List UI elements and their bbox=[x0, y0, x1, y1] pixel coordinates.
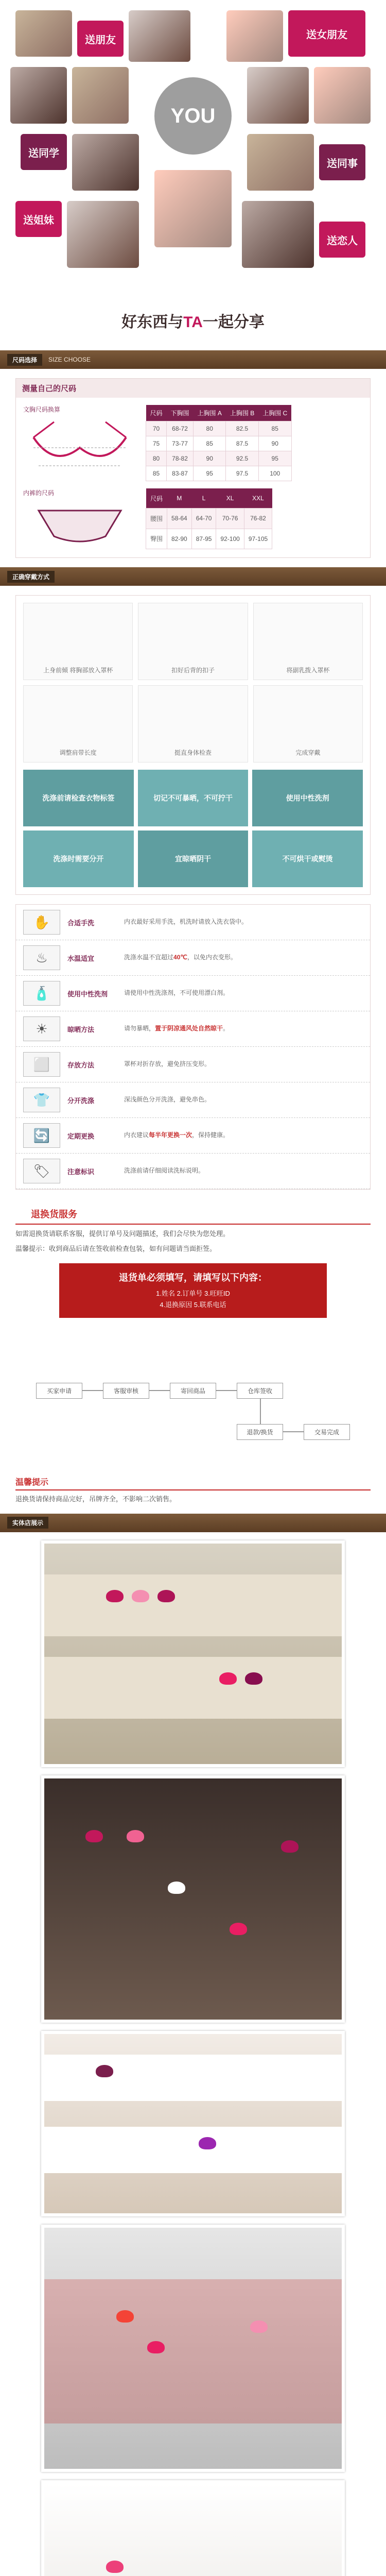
care-text bbox=[124, 953, 363, 962]
bra-item bbox=[230, 1923, 247, 1935]
cell: 82-90 bbox=[167, 529, 192, 549]
cell: 臀围 bbox=[146, 529, 167, 549]
tile-lover bbox=[319, 222, 365, 258]
center-you-label: YOU bbox=[170, 104, 216, 127]
store-photo bbox=[41, 1540, 345, 1767]
bra-item bbox=[85, 1830, 103, 1842]
bra-item bbox=[245, 1672, 262, 1685]
bra-item bbox=[168, 1882, 185, 1894]
tile-sisters bbox=[15, 201, 62, 237]
cell: 85 bbox=[146, 466, 167, 481]
share-title-b: TA bbox=[183, 314, 203, 331]
table-row bbox=[146, 436, 292, 451]
care-row bbox=[16, 976, 370, 1011]
store-section-tag: 实体店展示 bbox=[7, 1517, 48, 1529]
after-tip-title: 温馨提示 bbox=[15, 1476, 371, 1490]
cell: 95 bbox=[194, 466, 226, 481]
share-title-c: 一起分享 bbox=[202, 314, 265, 331]
photo-friends-3 bbox=[72, 67, 129, 124]
care-title: 分开洗涤 bbox=[67, 1096, 95, 1105]
flow-step: 寄回商品 bbox=[170, 1383, 216, 1399]
cell: 82.5 bbox=[226, 421, 258, 436]
photo-group bbox=[154, 170, 232, 247]
detergent-icon: 🧴 bbox=[23, 981, 60, 1006]
care-text-highlight: 40℃ bbox=[173, 954, 187, 961]
after-sales-p1: 如需退换货请联系客服，提供订单号及问题描述，我们会尽快为您处理。 bbox=[15, 1230, 230, 1238]
flow-connector bbox=[260, 1398, 261, 1424]
return-flowchart bbox=[15, 1326, 371, 1470]
brief-outline-icon bbox=[23, 500, 136, 547]
photo-couple-2 bbox=[226, 10, 283, 62]
wear-step-label: 完成穿戴 bbox=[295, 749, 321, 756]
store-section-bar bbox=[0, 1514, 386, 1532]
cell: 92-100 bbox=[216, 529, 244, 549]
store-gallery bbox=[0, 1540, 386, 2576]
wash-tip bbox=[138, 770, 249, 826]
bra-size-table bbox=[146, 405, 292, 481]
wear-step-label: 调整肩带长度 bbox=[59, 749, 97, 756]
bra-item bbox=[219, 1672, 237, 1685]
cell: 80 bbox=[146, 451, 167, 466]
cell: 68-72 bbox=[167, 421, 194, 436]
hand-icon: ✋ bbox=[23, 910, 60, 935]
cell: 70-76 bbox=[216, 509, 244, 529]
cell: 97-105 bbox=[244, 529, 272, 549]
cell: 90 bbox=[194, 451, 226, 466]
cell: 87.5 bbox=[226, 436, 258, 451]
return-form-line: 1.姓名 2.订单号 3.旺旺ID bbox=[156, 1289, 230, 1297]
care-text: 请使用中性洗涤剂，不可使用漂白剂。 bbox=[124, 989, 230, 997]
wear-step bbox=[23, 685, 133, 762]
flow-connector bbox=[149, 1390, 170, 1391]
size-section-bar bbox=[0, 350, 386, 369]
bra-item bbox=[250, 2320, 268, 2333]
tile-classmate bbox=[21, 134, 67, 170]
bra-col-3: 上胸围 B bbox=[226, 405, 258, 421]
bra-size-label: 文胸尺码换算 bbox=[23, 406, 61, 413]
size-section-sub: SIZE CHOOSE bbox=[48, 356, 91, 363]
wear-section-bar bbox=[0, 567, 386, 586]
care-text-b: ，以免内衣变形。 bbox=[187, 954, 237, 961]
photo-sisters bbox=[67, 201, 139, 268]
storage-icon: ⬜ bbox=[23, 1052, 60, 1077]
care-text bbox=[124, 1024, 363, 1033]
care-text-a: 请勿暴晒， bbox=[124, 1025, 155, 1032]
store-shelf bbox=[44, 2279, 342, 2424]
cell: 90 bbox=[258, 436, 291, 451]
return-form-title: 退货单必须填写，请填写以下内容： bbox=[119, 1272, 267, 1283]
cell: 95 bbox=[258, 451, 291, 466]
temperature-icon: ♨ bbox=[23, 945, 60, 970]
cell: 85 bbox=[194, 436, 226, 451]
cell: 97.5 bbox=[226, 466, 258, 481]
refresh-icon: 🔄 bbox=[23, 1123, 60, 1148]
care-row bbox=[16, 1047, 370, 1082]
wash-tip-label: 洗涤前请检查衣物标签 bbox=[42, 794, 115, 802]
photo-couple-1 bbox=[129, 10, 190, 62]
flow-connector bbox=[216, 1390, 237, 1391]
wash-tip-label: 不可烘干或熨烫 bbox=[282, 855, 333, 863]
photo-lovers bbox=[242, 201, 314, 268]
care-row bbox=[16, 940, 370, 976]
label-icon: 🏷 bbox=[23, 1159, 60, 1183]
brief-col-2: L bbox=[191, 488, 216, 509]
brief-size-label: 内裤的尺码 bbox=[23, 489, 55, 497]
cell: 78-82 bbox=[167, 451, 194, 466]
photo-friends-2 bbox=[10, 67, 67, 124]
brief-col-1: M bbox=[167, 488, 192, 509]
wear-step bbox=[253, 685, 363, 762]
care-text-highlight: 每半年更换一次 bbox=[149, 1131, 192, 1139]
care-row bbox=[16, 1011, 370, 1047]
cell: 80 bbox=[194, 421, 226, 436]
bra-col-4: 上胸围 C bbox=[258, 405, 291, 421]
wash-tip-label: 使用中性洗剂 bbox=[286, 794, 329, 802]
care-title: 注意标识 bbox=[67, 1167, 95, 1176]
flow-step: 退款/换货 bbox=[237, 1424, 283, 1440]
brief-size-table bbox=[146, 488, 272, 549]
after-sales-p2: 温馨提示：收到商品后请在签收前检查包装，如有问题请当面拒签。 bbox=[15, 1245, 217, 1253]
wear-step-label: 扣好后背的扣子 bbox=[171, 667, 215, 674]
cell: 70 bbox=[146, 421, 167, 436]
care-text bbox=[124, 1130, 363, 1140]
flow-step: 买家申请 bbox=[36, 1383, 82, 1399]
wash-tip bbox=[138, 831, 249, 887]
cell: 64-70 bbox=[191, 509, 216, 529]
sun-icon: ☀ bbox=[23, 1016, 60, 1041]
wear-step-label: 上身前倾 将胸部放入罩杯 bbox=[43, 667, 113, 674]
care-row bbox=[16, 1118, 370, 1154]
wear-section-tag: 正确穿戴方式 bbox=[7, 571, 55, 583]
bra-item bbox=[132, 1590, 149, 1602]
tile-girlfriend-label: 送女朋友 bbox=[306, 29, 347, 41]
bra-item bbox=[147, 2341, 165, 2353]
care-title: 存放方法 bbox=[67, 1061, 95, 1069]
wash-tips bbox=[16, 770, 370, 894]
cell: 100 bbox=[258, 466, 291, 481]
center-you bbox=[154, 77, 232, 155]
care-text-highlight: 置于阴凉通风处自然晾干 bbox=[155, 1025, 223, 1032]
care-text: 洗涤前请仔细阅读洗标说明。 bbox=[124, 1167, 205, 1175]
cell: 92.5 bbox=[226, 451, 258, 466]
brief-col-0: 尺码 bbox=[146, 488, 167, 509]
wash-tip-label: 宜晾晒阴干 bbox=[174, 855, 211, 863]
flow-connector bbox=[82, 1390, 103, 1391]
flow-step: 客服审核 bbox=[103, 1383, 149, 1399]
return-form-box bbox=[59, 1263, 327, 1318]
bra-col-2: 上胸围 A bbox=[194, 405, 226, 421]
wear-steps bbox=[16, 596, 370, 770]
cell: 76-82 bbox=[244, 509, 272, 529]
wash-tip bbox=[23, 831, 134, 887]
wear-step-label: 挺直身体检查 bbox=[174, 749, 212, 756]
share-title bbox=[0, 309, 386, 332]
bra-col-0: 尺码 bbox=[146, 405, 167, 421]
care-title: 晾晒方法 bbox=[67, 1025, 95, 1033]
cell: 腰围 bbox=[146, 509, 167, 529]
wash-tip bbox=[23, 770, 134, 826]
flow-step: 交易完成 bbox=[304, 1424, 350, 1440]
tile-girlfriend bbox=[288, 10, 365, 57]
table-row bbox=[146, 451, 292, 466]
wear-step bbox=[23, 603, 133, 680]
store-photo bbox=[41, 2031, 345, 2216]
tile-friends-label: 送朋友 bbox=[85, 34, 116, 46]
tile-colleague-label: 送同事 bbox=[327, 158, 358, 170]
care-title: 定期更换 bbox=[67, 1132, 95, 1140]
bra-item bbox=[106, 1590, 124, 1602]
store-photo bbox=[41, 2225, 345, 2472]
care-text: 内衣最好采用手洗，机洗时请放入洗衣袋中。 bbox=[124, 918, 248, 926]
wash-tip bbox=[252, 831, 363, 887]
share-banner bbox=[0, 0, 386, 350]
store-shelf bbox=[44, 1657, 342, 1719]
after-sales-title: 退换货服务 bbox=[15, 1199, 371, 1225]
store-shelf bbox=[44, 2055, 342, 2101]
table-row bbox=[146, 509, 272, 529]
photo-couple-4 bbox=[314, 67, 371, 124]
wear-step-label: 将副乳拨入罩杯 bbox=[286, 667, 330, 674]
photo-friends-1 bbox=[15, 10, 72, 57]
bra-size-header bbox=[146, 405, 292, 421]
brief-size-row bbox=[16, 488, 370, 557]
bra-item bbox=[281, 1840, 299, 1853]
bra-col-1: 下胸围 bbox=[167, 405, 194, 421]
bra-illustration bbox=[23, 405, 136, 481]
care-title: 水温适宜 bbox=[67, 954, 95, 962]
bra-item bbox=[96, 2065, 113, 2077]
bra-outline-icon bbox=[23, 417, 136, 479]
after-tip bbox=[0, 1476, 386, 1514]
care-title: 合适手洗 bbox=[67, 919, 95, 927]
care-text-b: 。 bbox=[223, 1025, 230, 1032]
store-photo bbox=[41, 2480, 345, 2576]
care-text-b: ，保持健康。 bbox=[192, 1131, 230, 1139]
bra-item bbox=[116, 2310, 134, 2323]
care-text-a: 内衣建议 bbox=[124, 1131, 149, 1139]
wash-tip-label: 切记不可暴晒，不可拧干 bbox=[153, 794, 233, 802]
tile-lover-label: 送恋人 bbox=[327, 235, 358, 247]
size-section-tag: 尺码选择 bbox=[7, 354, 42, 366]
care-row bbox=[16, 905, 370, 940]
wear-step bbox=[253, 603, 363, 680]
after-tip-text: 退换货请保持商品完好，吊牌齐全，不影响二次销售。 bbox=[15, 1495, 177, 1503]
table-row bbox=[146, 529, 272, 549]
care-panel bbox=[15, 904, 371, 1190]
cell: 83-87 bbox=[167, 466, 194, 481]
photo-friends-4 bbox=[72, 134, 139, 191]
care-text: 深浅颜色分开洗涤，避免串色。 bbox=[124, 1096, 211, 1104]
return-form-line: 4.退换原因 5.联系电话 bbox=[160, 1300, 226, 1309]
cell: 87-95 bbox=[191, 529, 216, 549]
brief-col-3: XL bbox=[216, 488, 244, 509]
shirt-icon: 👕 bbox=[23, 1088, 60, 1112]
wear-panel bbox=[15, 595, 371, 895]
bra-item bbox=[127, 1830, 144, 1842]
tile-colleague bbox=[319, 144, 365, 180]
store-shelf bbox=[44, 1574, 342, 1636]
brief-col-4: XXL bbox=[244, 488, 272, 509]
cell: 75 bbox=[146, 436, 167, 451]
bra-item bbox=[157, 1590, 175, 1602]
wash-tip-label: 洗涤时需要分开 bbox=[53, 855, 104, 863]
photo-couple-5 bbox=[247, 134, 314, 191]
store-shelf bbox=[44, 2127, 342, 2173]
care-text: 罩杯对折存放，避免挤压变形。 bbox=[124, 1060, 211, 1068]
care-row bbox=[16, 1082, 370, 1118]
table-row bbox=[146, 466, 292, 481]
bra-item bbox=[106, 2561, 124, 2573]
wear-step bbox=[138, 685, 248, 762]
table-row bbox=[146, 421, 292, 436]
store-photo bbox=[41, 1775, 345, 2023]
tile-sisters-label: 送姐妹 bbox=[23, 214, 54, 226]
tile-classmate-label: 送同学 bbox=[28, 147, 59, 159]
wear-step bbox=[138, 603, 248, 680]
share-title-a: 好东西与 bbox=[121, 314, 184, 331]
photo-couple-3 bbox=[247, 67, 309, 124]
care-title: 使用中性洗剂 bbox=[67, 990, 108, 998]
size-panel bbox=[15, 378, 371, 558]
wash-tip bbox=[252, 770, 363, 826]
size-panel-title: 测量自己的尺码 bbox=[16, 379, 370, 398]
tile-friends bbox=[77, 21, 124, 57]
bra-size-row bbox=[16, 398, 370, 488]
cell: 85 bbox=[258, 421, 291, 436]
flow-step: 仓库签收 bbox=[237, 1383, 283, 1399]
brief-illustration bbox=[23, 488, 136, 549]
cell: 58-64 bbox=[167, 509, 192, 529]
care-text-a: 洗涤水温不宜超过 bbox=[124, 954, 174, 961]
brief-size-header bbox=[146, 488, 272, 509]
cell: 73-77 bbox=[167, 436, 194, 451]
bra-item bbox=[199, 2137, 216, 2149]
care-row bbox=[16, 1154, 370, 1189]
flow-connector bbox=[283, 1431, 304, 1432]
